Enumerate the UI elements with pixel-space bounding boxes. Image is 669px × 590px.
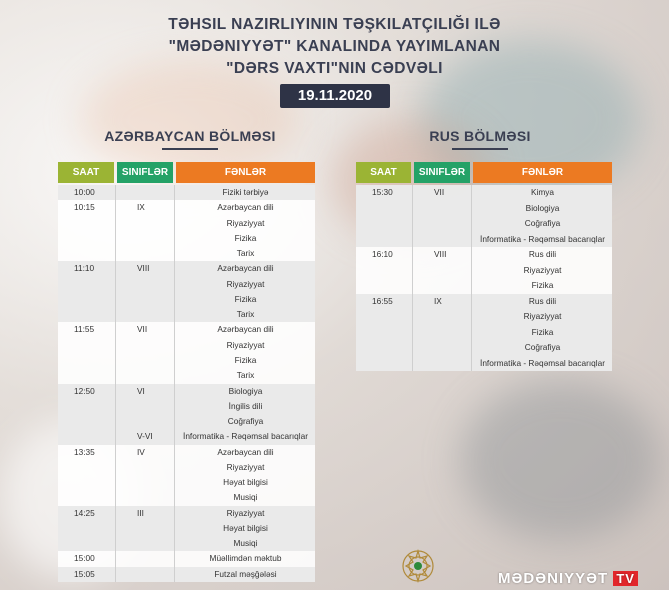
date-badge: 19.11.2020 <box>280 84 390 108</box>
title-line-3: "DƏRS VAXTI"NIN CƏDVƏLI <box>226 60 443 77</box>
table-row <box>58 338 315 353</box>
table-row <box>356 356 612 372</box>
row-subject: İnformatika - Rəqəmsal bacarıqlar <box>480 357 605 368</box>
table-row <box>58 445 315 460</box>
row-subject: Musiqi <box>233 492 258 503</box>
table-row <box>58 506 315 521</box>
table-row <box>356 201 612 217</box>
row-time: 10:15 <box>74 202 95 213</box>
row-subject: Həyat bilgisi <box>223 522 268 533</box>
row-subject: Fizika <box>234 232 257 243</box>
row-time: 12:50 <box>74 385 95 396</box>
row-subject: İnformatika - Rəqəmsal bacarıqlar <box>183 431 308 442</box>
row-time: 11:55 <box>74 324 95 335</box>
table-row <box>356 263 612 279</box>
row-subject: Tarix <box>236 370 255 381</box>
table-row <box>58 384 315 399</box>
logo-tv: TV <box>613 571 638 586</box>
row-time: 13:35 <box>74 446 95 457</box>
table-row <box>356 294 612 310</box>
right-header-sinif: SINIFLƏR <box>414 162 470 183</box>
table-row <box>58 567 315 582</box>
page-title <box>0 14 669 80</box>
row-subject: Coğrafiya <box>227 416 264 427</box>
row-subject: Kimya <box>530 187 555 197</box>
row-subject: İngilis dili <box>228 400 263 411</box>
row-grade: VIII <box>137 263 150 274</box>
column-divider <box>174 185 175 582</box>
row-time: 14:25 <box>74 507 95 518</box>
left-section-title-text: AZƏRBAYCAN BÖLMƏSI <box>104 128 276 144</box>
row-time: 11:10 <box>74 263 95 274</box>
row-subject: Müəllimdən məktub <box>209 553 282 564</box>
row-grade: VII <box>434 187 445 197</box>
row-time: 15:05 <box>74 568 95 579</box>
table-row <box>58 368 315 383</box>
row-grade: IX <box>434 295 442 306</box>
row-subject: Biologiya <box>228 385 263 396</box>
row-grade: VI <box>137 385 145 396</box>
row-subject: Riyaziyyat <box>226 217 265 228</box>
row-subject: Azərbaycan dili <box>217 202 274 213</box>
table-row <box>58 414 315 429</box>
right-section-title <box>400 128 560 150</box>
column-divider <box>115 185 116 582</box>
table-row <box>58 521 315 536</box>
right-header-fenn: FƏNLƏR <box>473 162 612 183</box>
table-row <box>356 325 612 341</box>
row-time: 15:30 <box>372 187 393 197</box>
row-subject: Fizika <box>234 354 257 365</box>
row-subject: Həyat bilgisi <box>223 477 268 488</box>
table-row <box>58 292 315 307</box>
column-divider <box>471 185 472 371</box>
row-subject: Rus dili <box>528 249 557 259</box>
table-row <box>58 231 315 246</box>
row-subject: Tarix <box>236 248 255 259</box>
row-subject: Fiziki tərbiyə <box>222 187 269 197</box>
left-section-title <box>90 128 290 150</box>
right-header-saat: SAAT <box>356 162 411 183</box>
right-section-title-text: RUS BÖLMƏSI <box>429 128 531 144</box>
row-subject: Tarix <box>236 309 255 320</box>
table-row <box>58 246 315 261</box>
row-subject: Riyaziyyat <box>226 339 265 350</box>
table-row <box>58 460 315 475</box>
row-grade: III <box>137 507 144 518</box>
left-header-saat: SAAT <box>58 162 114 183</box>
left-section-underline <box>162 148 218 150</box>
row-subject: Rus dili <box>528 295 557 306</box>
column-divider <box>412 185 413 371</box>
table-row <box>58 322 315 337</box>
row-grade: VIII <box>434 249 447 259</box>
table-row <box>58 490 315 505</box>
row-subject: Coğrafiya <box>524 218 561 228</box>
table-row <box>58 185 315 200</box>
table-row <box>58 216 315 231</box>
logo-name: MƏDƏNIYYƏT <box>498 570 609 587</box>
table-row <box>356 247 612 263</box>
row-time: 16:10 <box>372 249 393 259</box>
table-row <box>58 429 315 444</box>
row-grade: V-VI <box>137 431 153 442</box>
table-row <box>58 551 315 566</box>
table-row <box>58 307 315 322</box>
row-grade: IV <box>137 446 145 457</box>
row-subject: Futzal məşğələsi <box>214 568 277 579</box>
table-row <box>58 200 315 215</box>
table-row <box>356 216 612 232</box>
table-row <box>58 475 315 490</box>
row-subject: Fizika <box>531 280 554 290</box>
row-time: 15:00 <box>74 553 95 564</box>
row-subject: Azərbaycan dili <box>217 263 274 274</box>
title-line-2: "MƏDƏNIYYƏT" KANALINDA YAYIMLANAN <box>168 38 501 55</box>
row-grade: IX <box>137 202 145 213</box>
row-time: 16:55 <box>372 295 393 306</box>
medeniyyet-tv-logo <box>498 570 638 587</box>
left-schedule-table <box>58 185 315 582</box>
row-subject: Musiqi <box>233 538 258 549</box>
row-subject: Riyaziyyat <box>226 278 265 289</box>
table-row <box>58 261 315 276</box>
table-row <box>58 536 315 551</box>
left-header-sinif: SINIFLƏR <box>117 162 173 183</box>
table-row <box>356 185 612 201</box>
right-schedule-table <box>356 185 612 371</box>
row-time: 10:00 <box>74 187 95 197</box>
row-subject: Coğrafiya <box>524 342 561 352</box>
table-row <box>58 277 315 292</box>
row-subject: Riyaziyyat <box>226 507 265 518</box>
row-subject: Biologiya <box>525 202 560 213</box>
table-row <box>356 309 612 325</box>
table-row <box>58 353 315 368</box>
left-header-fenn: FƏNLƏR <box>176 162 315 183</box>
right-section-underline <box>452 148 508 150</box>
ministry-emblem-icon <box>400 548 436 584</box>
title-line-1: TƏHSIL NAZIRLIYININ TƏŞKILATÇILIĞI ILƏ <box>168 16 501 33</box>
row-subject: Fizika <box>531 326 554 337</box>
row-subject: İnformatika - Rəqəmsal bacarıqlar <box>480 233 605 244</box>
row-subject: Riyaziyyat <box>226 461 265 472</box>
table-row <box>356 232 612 248</box>
row-grade: VII <box>137 324 148 335</box>
row-subject: Azərbaycan dili <box>217 324 274 335</box>
table-row <box>356 278 612 294</box>
row-subject: Riyaziyyat <box>523 264 562 275</box>
row-subject: Azərbaycan dili <box>217 446 274 457</box>
table-row <box>356 340 612 356</box>
row-subject: Riyaziyyat <box>523 311 562 321</box>
table-row <box>58 399 315 414</box>
row-subject: Fizika <box>234 293 257 304</box>
